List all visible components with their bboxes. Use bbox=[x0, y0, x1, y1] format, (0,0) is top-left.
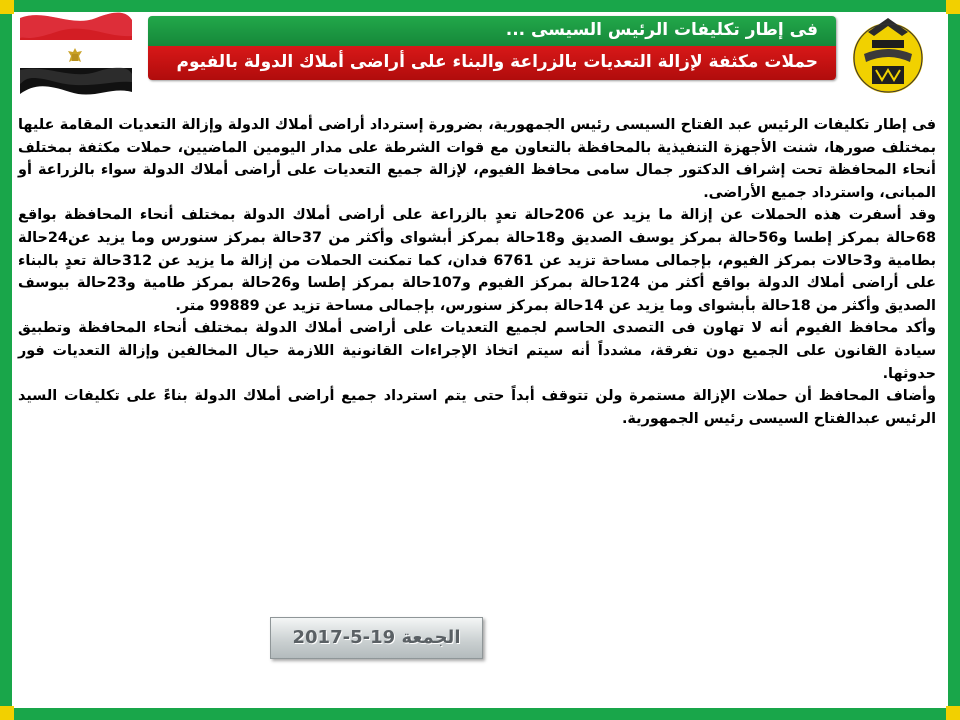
headline-top: فى إطار تكليفات الرئيس السيسى ... bbox=[148, 16, 836, 46]
headline-banner bbox=[148, 16, 836, 80]
corner-mark bbox=[0, 0, 14, 14]
article-paragraph: وأضاف المحافظ أن حملات الإزالة مستمرة ولن تتوقف أبداً حتى يتم استرداد جميع أراضى أملاك الدولة بناءً على تكليفات السيد الرئيس عبدالفتاح السيسى رئيس الجمهورية. bbox=[18, 388, 936, 427]
corner-mark bbox=[946, 0, 960, 14]
corner-mark bbox=[0, 706, 14, 720]
date-badge: الجمعة 19-5-2017 bbox=[270, 617, 483, 659]
governorate-emblem-icon bbox=[842, 14, 934, 96]
headline-main: حملات مكثفة لإزالة التعديات بالزراعة والبناء على أراضى أملاك الدولة بالفيوم bbox=[148, 46, 836, 80]
article-paragraph: وأكد محافظ الفيوم أنه لا تهاون فى التصدى الحاسم لجميع التعديات على أراضى أملاك الدولة بمختلف أنحاء المحافظة وتطبيق سيادة القانون على الجميع دون تفرقة، مشدداً أنه سيتم اتخاذ الإجراءات القانونية اللازمة حيال المخالفين وإزالة التعديات فور حدوثها. bbox=[18, 320, 936, 382]
article-paragraph: وقد أسفرت هذه الحملات عن إزالة ما يزيد عن 206حالة تعدٍ بالزراعة على أراضى أملاك الدولة بمختلف أنحاء المحافظة بواقع 68حالة بمركز إطسا و56حالة بمركز يوسف الصديق و18حالة بمركز أبشواى وأكثر من 37حالة بمركز سنورس وما يزيد عن24حالة بطامية و3حالات بمركز الفيوم، بإجمالى مساحة تزيد عن 6761 فدان، كما تمكنت الحملات من إزالة ما يزيد عن 312حالة تعدٍ بالبناء على أراضى أملاك الدولة بواقع أكثر من 124حالة بمركز الفيوم و107حالة بمركز إطسا و26حالة بمركز طامية و23حالة بيوسف الصديق وأكثر من 18حالة بأبشواى وما يزيد عن 14حالة بمركز سنورس، بإجمالى مساحة تزيد عن 99889 متر. bbox=[18, 207, 937, 314]
corner-mark bbox=[946, 706, 960, 720]
article-body bbox=[18, 114, 936, 430]
article-paragraph: فى إطار تكليفات الرئيس عبد الفتاح السيسى رئيس الجمهورية، بضرورة إسترداد أراضى أملاك الدولة وإزالة التعديات المقامة عليها بمختلف صورها، شنت الأجهزة التنفيذية بالمحافظة بالتعاون مع قوات الشرطة على مدار اليومين الماضيين، حملات مكثفة بمختلف أنحاء المحافظة تحت إشراف الدكتور جمال سامى محافظ الفيوم، لإزالة جميع التعديات على أراضى أملاك الدولة سواء بالزراعة أو المبانى، واسترداد جميع الأراضى. bbox=[18, 117, 936, 201]
egypt-flag-icon bbox=[16, 10, 134, 100]
